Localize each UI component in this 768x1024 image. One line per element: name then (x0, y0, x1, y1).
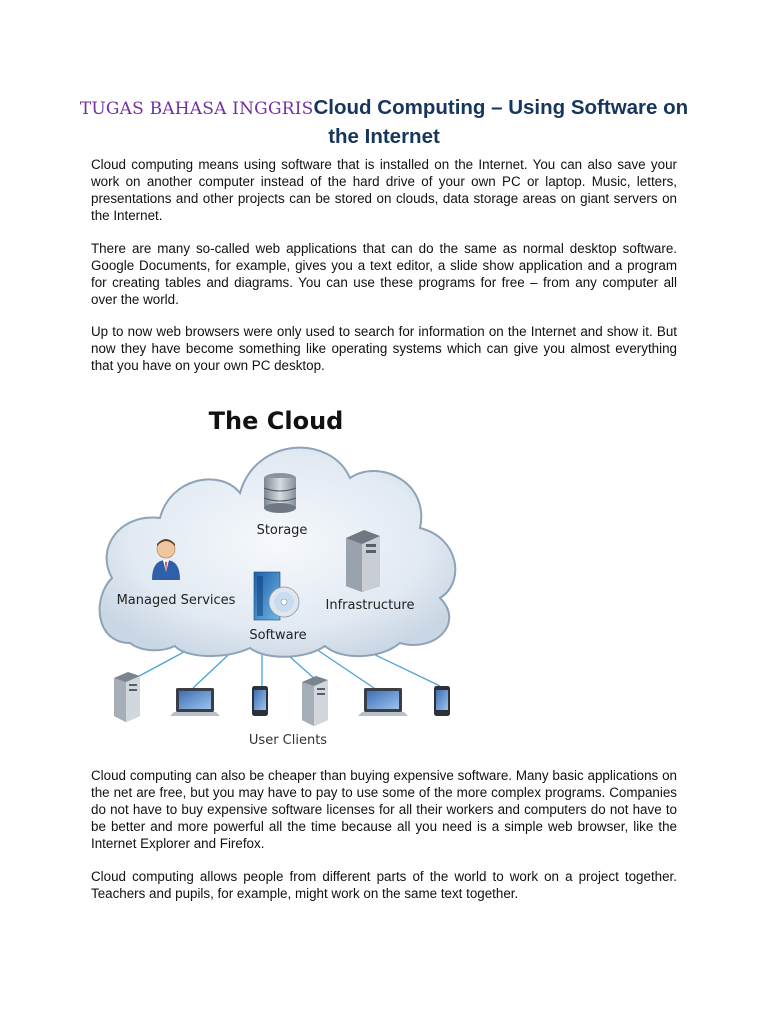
paragraph-3: Up to now web browsers were only used to search for information on the Internet and show it. But now they have become something like operating systems which can give you almost everything that you have on your own PC desktop. (91, 324, 677, 373)
diagram-title: The Cloud (208, 407, 344, 435)
mobile-phone-icon (252, 686, 268, 716)
paragraph-1: Cloud computing means using software that is installed on the Internet. You can also save your work on another computer instead of the hard drive of your own PC or laptop. Music, letters, presentations and other projects can be stored on clouds, data storage areas on giant servers on the Internet. (91, 157, 677, 223)
laptop-icon (170, 688, 220, 716)
title-prefix: TUGAS BAHASA INGGRIS (79, 99, 314, 119)
managed-services-label: Managed Services (116, 593, 236, 608)
cloud-diagram-svg (90, 398, 470, 753)
software-label: Software (249, 628, 307, 643)
server-tower-icon (346, 530, 380, 592)
desktop-tower-icon (114, 672, 140, 722)
laptop-icon (358, 688, 408, 716)
cloud-diagram (90, 398, 470, 753)
paragraph-5: Cloud computing allows people from different parts of the world to work on a project together. Teachers and pupils, for example, might work on the same text together. (91, 869, 677, 901)
paragraph-4: Cloud computing can also be cheaper than buying expensive software. Many basic applications on the net are free, but you may have to pay to use some of the more complex programs. Companies do not have to buy expensive software licenses for all their workers and computers do not have to be better and more powerful all the time because all you need is a simple web browser, like the Internet Explorer and Firefox. (91, 768, 677, 851)
storage-label: Storage (256, 523, 308, 538)
document-title (70, 94, 698, 152)
paragraph-2: There are many so-called web applications that can do the same as normal desktop software. Google Documents, for example, gives you a text editor, a slide show application and a program for creating tables and diagrams. You can use these programs for free – from any computer all over the world. (91, 241, 677, 307)
infrastructure-label: Infrastructure (325, 598, 415, 613)
title-main: Cloud Computing – Using Software on the Internet (313, 96, 689, 148)
storage-database-icon (264, 473, 296, 513)
desktop-tower-icon (302, 676, 328, 726)
mobile-phone-icon (434, 686, 450, 716)
user-clients-label: User Clients (248, 733, 328, 748)
